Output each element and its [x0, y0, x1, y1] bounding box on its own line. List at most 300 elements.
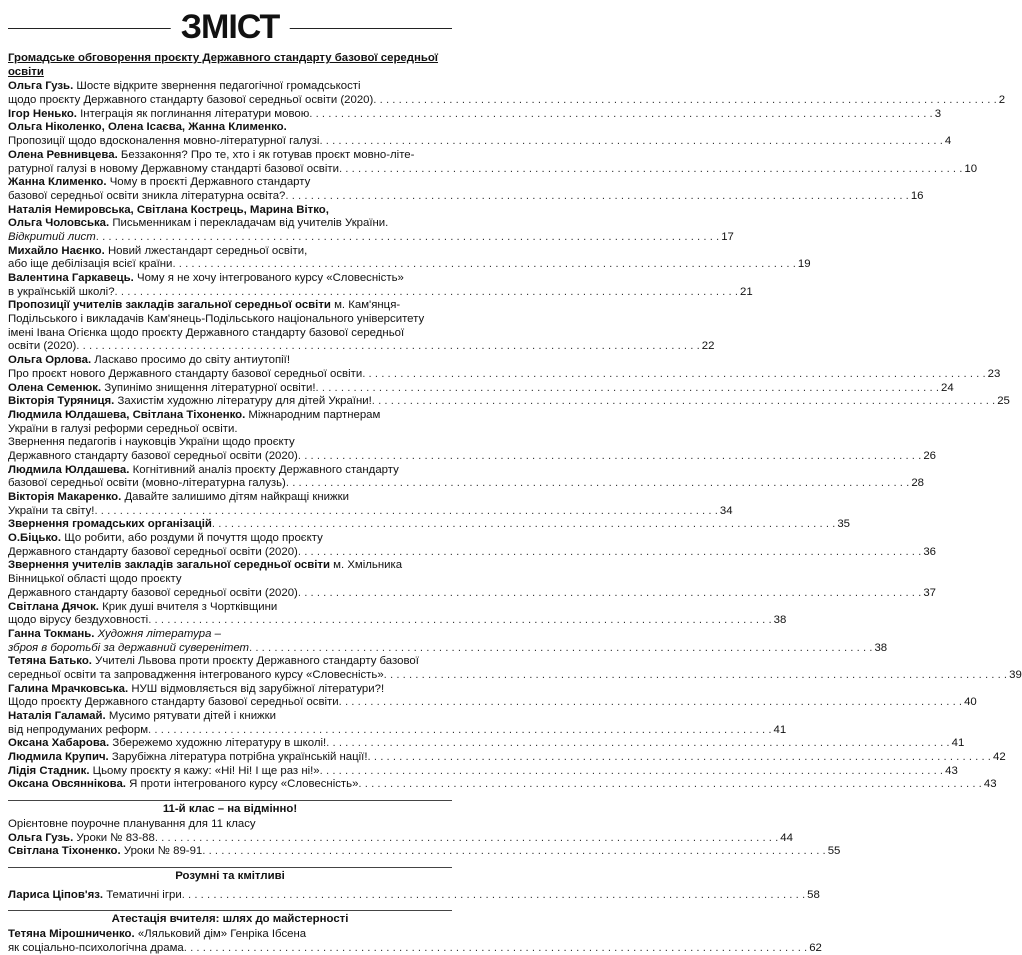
page-number: 10: [964, 162, 978, 175]
toc-line-text: [8, 190, 285, 204]
toc-title-text: базової середньої освіти зникла літературна освіта?: [8, 189, 286, 202]
toc-line: [8, 764, 958, 779]
toc-title-text: Крик душі вчителя з Чортківщини: [102, 600, 278, 613]
toc-author: Жанна Клименко.: [8, 176, 107, 189]
page-title: ЗМІСТ: [171, 8, 290, 46]
toc-line: [8, 888, 820, 903]
toc-title-text: Художня література –: [97, 627, 221, 640]
toc-line: [8, 518, 850, 532]
toc-line: [8, 204, 452, 218]
toc-line-text: [8, 121, 287, 133]
toc-title-text: Учителі Львова проти проєкту Державного стандарту базової: [95, 655, 419, 668]
toc-entry: [8, 395, 1010, 409]
toc-title-text: щодо вірусу бездуховності: [8, 614, 149, 627]
toc-line-text: [8, 340, 76, 354]
toc-line-text: [8, 696, 339, 710]
page-number: 3: [934, 107, 942, 120]
toc-line-text: [8, 423, 238, 435]
toc-title-text: Державного стандарту базової середньої освіти (2020): [8, 586, 298, 599]
toc-line-text: [8, 327, 404, 339]
toc-line-text: [8, 450, 298, 464]
toc-line-text: [8, 669, 384, 683]
toc-line-text: [8, 477, 286, 491]
toc-line-text: [8, 313, 424, 325]
page-number: 43: [945, 764, 958, 777]
toc-line: [8, 723, 787, 738]
toc-title-text: щодо проєкту Державного стандарту базової середньої освіти (2020): [8, 94, 374, 107]
toc-line-text: [8, 163, 339, 177]
toc-author: Ольга Гузь.: [8, 80, 74, 93]
toc-title-text: України та світу!: [8, 504, 95, 517]
leader-dots: [298, 546, 921, 560]
toc-line-text: [8, 382, 316, 396]
toc-line: [8, 614, 787, 628]
toc-title-text: Тематичні ігри: [106, 888, 182, 901]
toc-line-text: [8, 628, 221, 640]
toc-line-text: [8, 354, 290, 366]
toc-title-text: як соціально-психологічна драма: [8, 941, 184, 954]
page-number: 19: [797, 258, 811, 271]
toc-author: Вікторія Туряниця.: [8, 395, 115, 408]
toc-title-text: Що робити, або роздуми й почуття щодо проєкту: [64, 532, 323, 545]
page-number: 58: [807, 888, 820, 901]
toc-title-text: в українській школі?: [8, 285, 115, 298]
toc-title-text: Ласкаво просимо до світу антиутопії!: [94, 354, 291, 367]
toc-title-text: Когнітивний аналіз проєкту Державного стандарту: [132, 463, 399, 476]
toc-author: Олена Семенюк.: [8, 381, 102, 394]
page-number: 21: [740, 285, 753, 298]
toc-line: [8, 928, 452, 942]
toc-title-text: Мусимо рятувати дітей і книжки: [108, 710, 277, 722]
page-number: 41: [951, 737, 965, 750]
toc-entry: [8, 354, 1001, 381]
toc-line: [8, 340, 715, 354]
toc-line-text: [8, 108, 309, 122]
toc-line-text: [8, 546, 298, 560]
toc-line: [8, 477, 924, 491]
toc-title-text: середньої освіти та запровадження інтегрованого курсу «Словесність»: [8, 668, 384, 681]
toc-line-text: [8, 505, 94, 519]
leader-dots: [148, 724, 771, 738]
toc-author: Світлана Тіхоненко.: [8, 845, 121, 858]
leader-dots: [298, 450, 921, 464]
toc-title-text: Уроки № 83-88: [76, 831, 155, 844]
toc-title-text: Новий лжестандарт середньої освіти,: [107, 244, 308, 257]
toc-line-text: [8, 518, 212, 532]
toc-author: Тетяна Батько.: [8, 655, 92, 668]
toc-line: [8, 710, 452, 724]
toc-title-text: Цьому проєкту я кажу: «Ні! Ні! І ще раз ні!»: [92, 764, 320, 777]
toc-author: Ганна Токмань.: [8, 627, 95, 640]
toc-author: О.Біцько.: [8, 532, 62, 545]
toc-title-text: базової середньої освіти (мовно-літературна галузь): [8, 477, 286, 490]
toc-author: Оксана Хабарова.: [8, 737, 110, 750]
toc-title-text: ратурної галузі в новому Державному стандарті базової освіти: [8, 162, 339, 175]
toc-author: Наталія Немировська, Світлана Кострець, Марина Вітко,: [8, 203, 329, 216]
toc-entry: [8, 778, 997, 792]
toc-line-text: [8, 889, 182, 903]
toc-line-text: [8, 573, 182, 585]
toc-line-text: [8, 245, 307, 257]
toc-line-text: [8, 724, 148, 738]
toc-entry: [8, 845, 841, 859]
toc-line: [8, 94, 1006, 108]
section-heading-1: Громадське обговорення проєкту Державного стандарту базової середньої освіти: [8, 52, 439, 78]
toc-line: [8, 464, 452, 478]
toc-line-text: [8, 845, 202, 859]
toc-line-text: [8, 135, 319, 149]
toc-line: [8, 354, 452, 368]
toc-title-text: освіти (2020): [8, 340, 77, 353]
toc-line-text: [8, 587, 298, 601]
toc-line-text: [8, 928, 306, 940]
toc-title-text: Чому я не хочу інтегрованого курсу «Словесність»: [137, 272, 404, 284]
toc-entry: [8, 408, 936, 464]
toc-entry: [8, 655, 1022, 682]
toc-line: [8, 737, 965, 751]
toc-author: Галина Мрачковська.: [8, 682, 129, 695]
toc-author: Пропозиції учителів закладів загальної середньої освіти: [8, 299, 331, 312]
toc-line-text: [8, 614, 148, 628]
page-number: 44: [780, 831, 793, 844]
toc-title-text: Беззаконня? Про те, хто і як готував проєкт мовно-літе-: [120, 148, 415, 161]
toc-line-text: [8, 217, 388, 229]
toc-line: [8, 573, 452, 587]
page-number: 16: [910, 189, 924, 202]
toc-line: [8, 545, 936, 560]
toc-title-text: Відкритий лист: [8, 230, 96, 243]
toc-entry: [8, 600, 787, 628]
toc-author: Звернення громадських організацій: [8, 518, 212, 531]
toc-author: Лариса Ціпов'яз.: [8, 888, 104, 901]
toc-author: Ольга Ніколенко, Олена Ісаєва, Жанна Клименко.: [8, 121, 287, 134]
section-heading-3: Розумні та кмітливі: [175, 869, 285, 882]
divider: [8, 800, 452, 801]
leader-dots: [298, 587, 921, 601]
leader-dots: [285, 190, 908, 204]
toc-author: Ольга Орлова.: [8, 354, 92, 367]
toc-line: [8, 230, 734, 245]
toc-entry: [8, 888, 820, 903]
leader-dots: [286, 477, 909, 491]
page-number: 17: [721, 230, 734, 243]
toc-line-text: [8, 409, 380, 421]
toc-line: [8, 668, 1022, 683]
toc-line-text: [8, 942, 184, 955]
toc-line-text: [8, 149, 414, 161]
toc-entry: [8, 559, 936, 600]
toc-line: [8, 107, 942, 122]
toc-author: Ольга Чоловська.: [8, 217, 110, 230]
toc-line: [8, 258, 811, 272]
toc-author: Наталія Галамай.: [8, 710, 106, 722]
toc-line-text: [8, 491, 349, 503]
toc-title-text: Подільського і викладачів Кам'янець-Подільського національного університету: [8, 313, 425, 326]
toc-title-text: Міжнародним партнерам: [248, 408, 381, 421]
toc-line: [8, 683, 452, 697]
toc-line-text: [8, 272, 404, 284]
toc-line: [8, 751, 1006, 765]
page-number: 2: [998, 94, 1006, 107]
toc-line: [8, 586, 936, 601]
toc-line: [8, 395, 1010, 409]
leader-dots: [326, 737, 949, 751]
toc-author: Вікторія Макаренко.: [8, 491, 122, 503]
leader-dots: [172, 258, 795, 272]
toc-title-text: Державного стандарту базової середньої освіти (2020): [8, 545, 298, 558]
divider: [8, 910, 452, 911]
toc-title-text: Пропозиції щодо вдосконалення мовно-літературної галузі: [8, 135, 320, 148]
toc-line: [8, 423, 452, 437]
toc-entry: [8, 737, 965, 751]
toc-line: [8, 135, 952, 149]
toc-line-text: [8, 258, 172, 272]
toc-entry: [8, 532, 936, 559]
toc-entry: [8, 217, 452, 231]
toc-author: Михайло Наєнко.: [8, 244, 105, 257]
toc-title-text: Зупинімо знищення літературної освіти!: [104, 381, 316, 394]
toc-line-text: [8, 737, 326, 751]
toc-title-text: Я проти інтегрованого курсу «Словесність»: [129, 778, 359, 791]
leader-dots: [320, 765, 943, 779]
toc-line: [8, 367, 1001, 382]
toc-author: Олена Ревнивцева.: [8, 148, 118, 161]
toc-title-text: або іще дебілізація всієї країни: [8, 258, 173, 271]
toc-entry: [8, 831, 793, 846]
toc-line: [8, 162, 978, 177]
toc-entry: [8, 299, 715, 354]
toc-author: Валентина Гаркавець.: [8, 272, 134, 284]
page-number: 37: [923, 586, 936, 599]
toc-line-text: [8, 204, 329, 216]
toc-line: [8, 299, 452, 313]
section-2-entries: [8, 831, 841, 859]
leader-dots: [202, 845, 825, 859]
toc-title-text: Захистім художню літературу для дітей України!: [117, 395, 372, 408]
toc-line-text: [8, 559, 402, 571]
toc-line: [8, 327, 452, 341]
toc-title-text: м. Кам'янця-: [334, 299, 401, 312]
toc-line-text: [8, 642, 249, 656]
toc-line-text: [8, 368, 362, 382]
toc-line: [8, 189, 924, 204]
section-4-entries: [8, 927, 822, 955]
leader-dots: [316, 382, 939, 396]
divider: [8, 867, 452, 868]
section-heading-4: Атестація вчителя: шлях до майстерності: [111, 913, 349, 926]
leader-dots: [182, 889, 805, 903]
page-number: 41: [773, 723, 787, 736]
toc-entry: [8, 491, 733, 518]
toc-line: [8, 845, 841, 859]
page-number: 28: [911, 477, 924, 490]
toc-entry: [8, 463, 924, 491]
toc-author: Оксана Овсяннікова.: [8, 778, 126, 791]
toc-line: [8, 149, 452, 163]
toc-author: Світлана Дячок.: [8, 600, 99, 613]
page-number: 38: [773, 614, 787, 627]
page-number: 38: [874, 641, 888, 654]
toc-title-text: Державного стандарту базової середньої освіти (2020): [8, 449, 298, 462]
page-number: 62: [809, 941, 822, 954]
toc-line-text: [8, 832, 155, 846]
toc-line: [8, 696, 977, 710]
toc-line: [8, 409, 452, 423]
toc-line: [8, 941, 822, 955]
toc-author: Ольга Гузь.: [8, 831, 74, 844]
toc-line-text: [8, 176, 310, 188]
toc-line: [8, 80, 452, 94]
toc-title-text: Щодо проєкту Державного стандарту базової середньої освіти: [8, 696, 339, 709]
toc-line: [8, 272, 452, 286]
section-2-intro: Орієнтовне поурочне планування для 11 класу: [8, 817, 256, 830]
toc-line: [8, 655, 452, 669]
leader-dots: [148, 614, 771, 628]
page-number: 42: [992, 751, 1006, 764]
toc-entry: [8, 80, 1006, 107]
toc-entry: [8, 682, 977, 710]
page-number: 43: [983, 778, 997, 791]
toc-title-text: Інтеграція як поглинання літератури мовою: [80, 107, 310, 120]
toc-line-text: [8, 778, 358, 792]
toc-title-text: імені Івана Огієнка щодо проєкту Державного стандарту базової середньої: [8, 326, 405, 339]
toc-entry: [8, 204, 452, 218]
toc-line-text: [8, 683, 384, 695]
toc-entry: [8, 230, 734, 245]
page-number: 39: [1009, 668, 1022, 681]
toc-entry: [8, 751, 1006, 765]
section-heading-2: 11-й клас – на відмінно!: [162, 803, 298, 816]
toc-title-text: від непродуманих реформ: [8, 723, 149, 736]
toc-title-text: Зарубіжна література потрібна українській нації!: [111, 751, 368, 764]
page-number: 26: [923, 449, 936, 462]
leader-dots: [155, 832, 778, 846]
toc-line-text: [8, 80, 361, 92]
toc-author: Ігор Ненько.: [8, 107, 77, 120]
toc-title-text: НУШ відмовляється від зарубіжної літератури?!: [131, 682, 385, 695]
toc-line: [8, 176, 452, 190]
leader-dots: [358, 778, 981, 792]
toc-title-text: зброя в боротьбі за державний суверенітет: [8, 641, 250, 654]
title-area: [8, 6, 452, 50]
toc-title-text: Про проєкт нового Державного стандарту базової середньої освіти: [8, 367, 363, 380]
page-number: 25: [997, 395, 1010, 408]
leader-dots: [339, 163, 962, 177]
toc-line-text: [8, 765, 320, 779]
toc-line-text: [8, 601, 277, 613]
toc-line: [8, 449, 936, 464]
leader-dots: [96, 231, 719, 245]
toc-entry: [8, 381, 954, 396]
leader-dots: [184, 942, 807, 955]
toc-line: [8, 121, 452, 135]
toc-entry: [8, 764, 958, 779]
toc-entry: [8, 710, 787, 737]
toc-entry: [8, 148, 978, 176]
page-number: 4: [944, 135, 952, 148]
toc-author: Тетяна Мірошниченко.: [8, 927, 135, 940]
toc-title-text: Письменникам і перекладачам від учителів України.: [112, 217, 389, 230]
toc-line-text: [8, 532, 323, 544]
section-1-entries: [8, 80, 1022, 792]
toc-entry: [8, 272, 753, 299]
section-3-entries: [8, 888, 820, 903]
toc-line: [8, 217, 452, 231]
toc-line-text: [8, 94, 373, 108]
toc-author: Людмила Крупич.: [8, 751, 109, 764]
toc-line: [8, 831, 793, 846]
toc-entry: [8, 927, 822, 955]
toc-line: [8, 245, 452, 259]
toc-title-text: м. Хмільника: [333, 559, 403, 572]
leader-dots: [309, 108, 932, 122]
toc-title-text: України в галузі реформи середньої освіти.: [8, 422, 238, 435]
leader-dots: [212, 518, 835, 532]
toc-line: [8, 313, 452, 327]
toc-line: [8, 491, 452, 505]
toc-line-text: [8, 231, 96, 245]
toc-line: [8, 381, 954, 396]
page-number: 36: [923, 545, 936, 558]
page-number: 23: [987, 367, 1001, 380]
toc-title-text: Шосте відкрите звернення педагогічної громадськості: [76, 80, 361, 93]
toc-entry: [8, 627, 888, 655]
page-number: 34: [719, 504, 733, 517]
toc-line: [8, 601, 452, 615]
toc-entry: [8, 244, 811, 272]
page-number: 35: [837, 518, 850, 531]
toc-line: [8, 285, 753, 300]
leader-dots: [368, 751, 991, 765]
toc-title-text: Збережемо художню літературу в школі!: [112, 737, 327, 750]
toc-line-text: [8, 286, 115, 300]
toc-line: [8, 778, 997, 792]
toc-line-text: [8, 710, 276, 722]
toc-title-text: «Ляльковий дім» Генріка Ібсена: [137, 927, 307, 940]
toc-entry: [8, 518, 850, 532]
toc-line-text: [8, 299, 400, 311]
leader-dots: [319, 135, 942, 149]
toc-line: [8, 559, 452, 573]
leader-dots: [373, 94, 996, 108]
leader-dots: [372, 395, 995, 409]
toc-title-text: Давайте залишимо дітям найкращі книжки: [124, 491, 349, 503]
toc-line: [8, 504, 733, 519]
leader-dots: [384, 669, 1007, 683]
leader-dots: [115, 286, 738, 300]
page-number: 55: [827, 845, 841, 858]
toc-line-text: [8, 436, 295, 448]
toc-line-text: [8, 464, 399, 476]
toc-title-text: Вінницької області щодо проєкту: [8, 573, 182, 586]
leader-dots: [249, 642, 872, 656]
toc-author: Лідія Стадник.: [8, 764, 90, 777]
toc-author: Людмила Юлдашева.: [8, 463, 130, 476]
toc-author: Людмила Юлдашева, Світлана Тіхоненко.: [8, 408, 246, 421]
page-number: 40: [964, 696, 977, 709]
toc-line-text: [8, 395, 372, 409]
leader-dots: [76, 340, 699, 354]
toc-line-text: [8, 751, 368, 765]
page-number: 24: [941, 381, 954, 394]
toc-line: [8, 641, 888, 656]
leader-dots: [339, 696, 962, 710]
page-number: 22: [701, 340, 715, 353]
toc-title-text: Звернення педагогів і науковців України щодо проєкту: [8, 436, 295, 449]
toc-line-text: [8, 655, 419, 667]
toc-line: [8, 628, 452, 642]
toc-entry: [8, 121, 952, 148]
